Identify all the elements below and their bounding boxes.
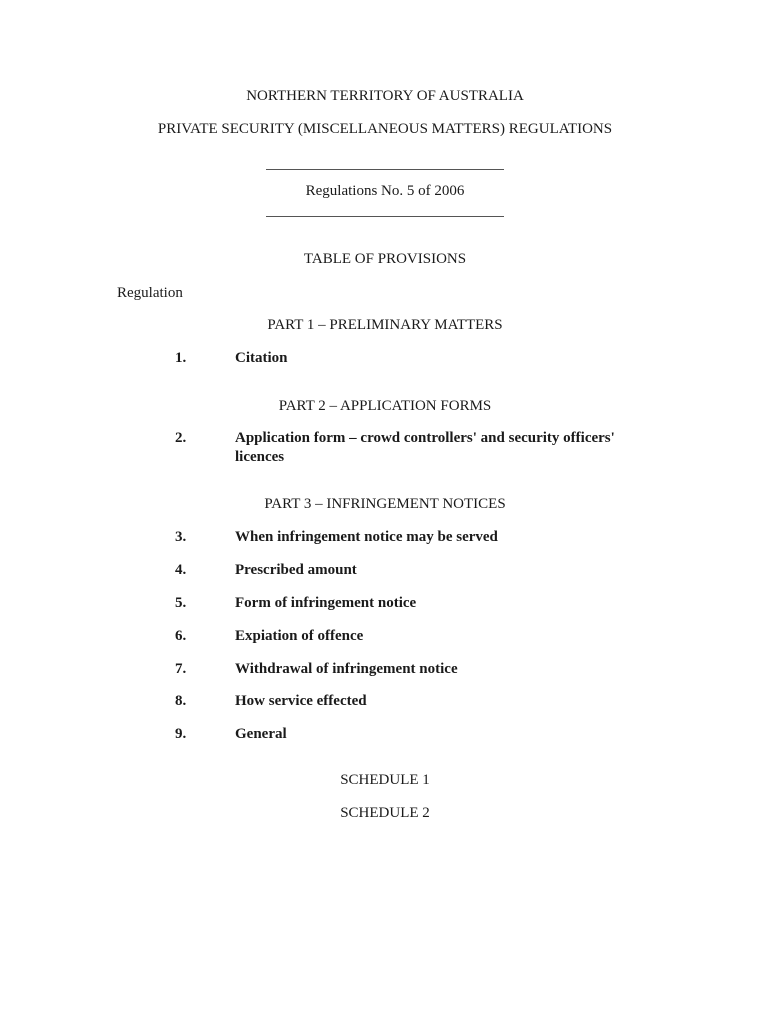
entry-number: 1.: [175, 350, 187, 366]
entry-title: Form of infringement notice: [235, 595, 417, 611]
entry-number: 6.: [175, 628, 187, 644]
regulation-number: Regulations No. 5 of 2006: [305, 183, 465, 199]
entry-number: 4.: [175, 562, 187, 578]
entry-title: General: [235, 726, 287, 742]
entry-title: Withdrawal of infringement notice: [235, 661, 458, 677]
entry-number: 5.: [175, 595, 187, 611]
entry-number: 9.: [175, 726, 187, 742]
entry-number: 3.: [175, 529, 187, 545]
entry-title-line-2: licences: [235, 449, 285, 465]
divider-top: [266, 169, 504, 170]
entry-title: When infringement notice may be served: [235, 529, 498, 545]
jurisdiction-heading: NORTHERN TERRITORY OF AUSTRALIA: [246, 88, 524, 104]
toc-heading: TABLE OF PROVISIONS: [303, 251, 467, 267]
schedule-1-link[interactable]: SCHEDULE 1: [340, 772, 430, 788]
entry-title-line-1: Application form – crowd controllers' and security officers': [235, 430, 615, 446]
part-2-heading: PART 2 – APPLICATION FORMS: [278, 398, 492, 414]
entry-title: Citation: [235, 350, 288, 366]
entry-title: Expiation of offence: [235, 628, 364, 644]
entry-title: Prescribed amount: [235, 562, 357, 578]
schedule-2-link[interactable]: SCHEDULE 2: [340, 805, 430, 821]
part-3-heading: PART 3 – INFRINGEMENT NOTICES: [264, 496, 506, 512]
entry-number: 7.: [175, 661, 187, 677]
toc-column-label: Regulation: [117, 285, 183, 301]
entry-number: 2.: [175, 430, 187, 446]
document-title: PRIVATE SECURITY (MISCELLANEOUS MATTERS) REGULATIONS: [157, 121, 613, 137]
entry-title: How service effected: [235, 693, 367, 709]
part-1-heading: PART 1 – PRELIMINARY MATTERS: [267, 317, 503, 333]
entry-number: 8.: [175, 693, 187, 709]
divider-bottom: [266, 216, 504, 217]
